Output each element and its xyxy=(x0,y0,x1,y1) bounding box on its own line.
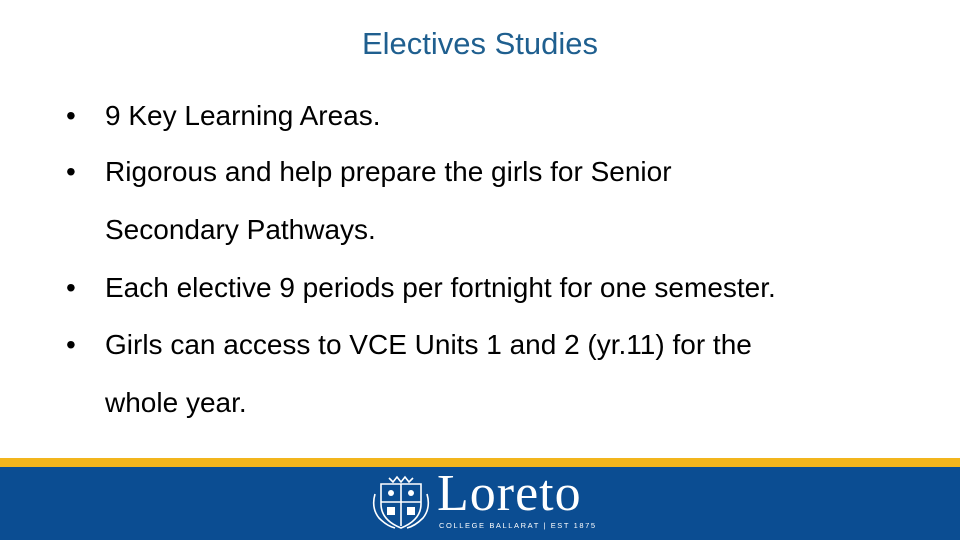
bullet-text-continuation: whole year. xyxy=(105,387,247,418)
bullet-marker: • xyxy=(66,272,76,303)
bullet-marker: • xyxy=(66,156,76,187)
bullet-text: Girls can access to VCE Units 1 and 2 (yr.11) for the xyxy=(105,329,752,360)
bullet-marker: • xyxy=(66,329,76,360)
bullet-marker: • xyxy=(66,100,76,131)
bullet-text: 9 Key Learning Areas. xyxy=(105,100,381,131)
brand-tagline: COLLEGE BALLARAT | EST 1875 xyxy=(439,521,597,530)
bullet-text: Rigorous and help prepare the girls for Senior xyxy=(105,156,672,187)
brand-wordmark: Loreto xyxy=(437,465,582,522)
bullet-text: Each elective 9 periods per fortnight for one semester. xyxy=(105,272,776,303)
bullet-text-continuation: Secondary Pathways. xyxy=(105,214,376,245)
slide-title: Electives Studies xyxy=(361,26,599,61)
school-crest-icon xyxy=(371,474,431,532)
